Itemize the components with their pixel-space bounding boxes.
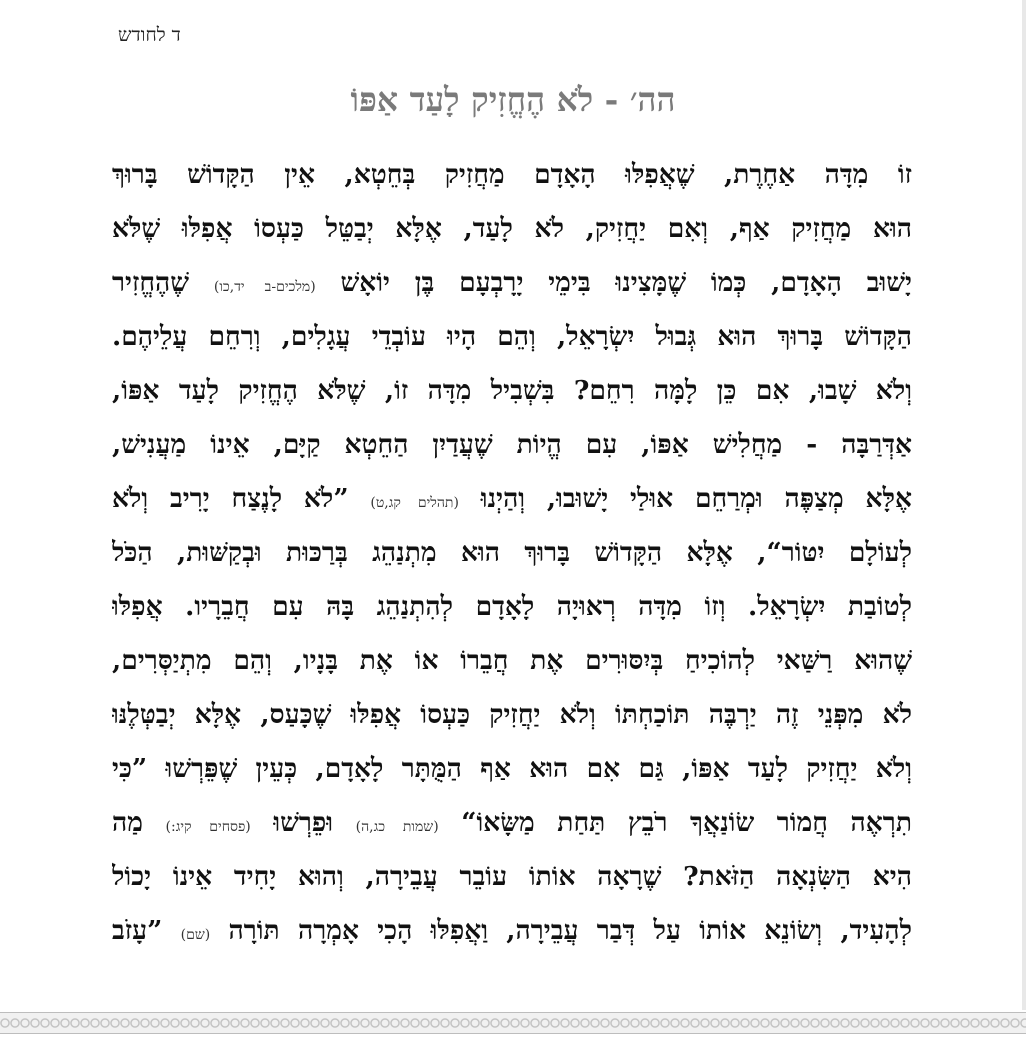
text-line [112, 634, 912, 688]
line-text: שֶׁהוּא רַשַּׁאי לְהוֹכִיחַ בְּיִסּוּרִים אֶת חֲבֵרוֹ אוֹ אֶת בָּנָיו, וְהֵם מִתְיַסְּרִים, [112, 645, 912, 676]
line-text: מַה [112, 807, 166, 838]
source-reference: (שמות כג,ה) [355, 819, 439, 835]
text-line [112, 580, 912, 634]
text-line [112, 688, 912, 742]
line-text: וְלֹא יַחֲזִיק לָעַד אַפּוֹ, גַּם אִם הוּא אַף הַמֻּתָּר לָאָדָם, כְּעֵין שֶׁפֵּרְשׁוּ ”כִּי [112, 753, 912, 784]
text-line [112, 850, 912, 904]
line-text: הִיא הַשִּׂנְאָה הַזֹּאת? שֶׁרָאָה אוֹתוֹ עוֹבֵר עֲבֵירָה, וְהוּא יָחִיד אֵינוֹ יָכוֹל [112, 861, 912, 892]
source-reference: (תהלים קג,ט) [370, 495, 459, 511]
page-edge [1022, 0, 1026, 1010]
text-line [112, 472, 912, 526]
line-text: לֹא מִפְּנֵי זֶה יַרְבֶּה תּוֹכַחְתּוֹ וְלֹא יַחֲזִיק כַּעְסוֹ אֲפִלּוּ שֶׁכָּעַס, אֶלָּא יְבַטְּלֶנּוּ [112, 699, 912, 730]
text-line [112, 310, 912, 364]
line-text: וּפֵרְשׁוּ [250, 807, 356, 838]
line-text: אֶלָּא מְצַפֶּה וּמְרַחֵם אוּלַי יָשׁוּבוּ, וְהַיְנוּ [458, 483, 912, 514]
footer-margin [0, 1034, 1026, 1050]
text-line [112, 418, 912, 472]
line-text: תִרְאֶה חֲמוֹר שׂוֹנַאֲךָ רֹבֵץ תַּחַת מַשָּׂאוֹ“ [438, 807, 912, 838]
text-line [112, 202, 912, 256]
running-head: ד לחודש [118, 24, 181, 46]
text-line [112, 742, 912, 796]
source-reference: (מלכים-ב יד,כו) [213, 279, 316, 295]
line-text: ”לֹא לָנֶצַח יָרִיב וְלֹא [112, 483, 371, 514]
line-text: לְהָעִיד, וְשׂוֹנֵא אוֹתוֹ עַל דְּבַר עֲבֵירָה, וַאֲפִלּוּ הָכִי אָמְרָה תּוֹרָה [210, 915, 912, 946]
body-text [112, 148, 912, 958]
line-text: הַקָּדוֹשׁ בָּרוּךְ הוּא גְּבוּל יִשְׂרָאֵל, וְהֵם הָיוּ עוֹבְדֵי עֲגָלִים, וְרִחֵם עֲלֵיהֶם. [112, 321, 912, 352]
text-line [112, 904, 912, 958]
text-line [112, 526, 912, 580]
section-title: הה׳ - לֹא הֶחֱזִיק לָעַד אַפּוֹ [350, 80, 676, 119]
line-text: הוּא מַחֲזִיק אַף, וְאִם יַחֲזִיק, לֹא לָעַד, אֶלָּא יְבַטֵּל כַּעְסוֹ אֲפִלּוּ שֶׁלֹּא [112, 213, 912, 244]
chain-ornament [0, 1016, 1026, 1030]
line-text: אַדְּרַבָּה - מַחֲלִישׁ אַפּוֹ, עִם הֱיוֹת שֶׁעֲדַיִן הַחֵטְא קַיָּם, אֵינוֹ מַעֲנִישׁ, [112, 429, 912, 460]
text-line [112, 148, 912, 202]
line-text: לְטוֹבַת יִשְׂרָאֵל. וְזוֹ מִדָּה רְאוּיָה לָאָדָם לְהִתְנַהֵג בָּהּ עִם חֲבֵרָיו. אֲפִלּוּ [112, 591, 912, 622]
footer-rule [0, 1012, 1026, 1034]
text-line [112, 256, 912, 310]
text-line [112, 796, 912, 850]
text-line [112, 364, 912, 418]
source-reference: (פסחים קיג:) [165, 819, 251, 835]
line-text: יָשׁוּב הָאָדָם, כְּמוֹ שֶׁמָּצִינוּ בִּימֵי יָרָבְעָם בֶּן יוֹאָשׁ [315, 267, 912, 298]
line-text: זוֹ מִדָּה אַחֶרֶת, שֶׁאֲפִלּוּ הָאָדָם מַחֲזִיק בְּחֵטְא, אֵין הַקָּדוֹשׁ בָּרוּךְ [112, 159, 912, 190]
line-text: לְעוֹלָם יִטּוֹר“, אֶלָּא הַקָּדוֹשׁ בָּרוּךְ הוּא מִתְנַהֵג בְּרַכּוּת וּבְקַשּׁוּת, הַכֹּל [112, 537, 912, 568]
line-text: שֶׁהֶחֱזִיר [112, 267, 214, 298]
line-text: ”עָזֹב [112, 915, 181, 946]
line-text: וְלֹא שָׁבוּ, אִם כֵּן לָמָּה רִחֵם? בִּשְׁבִיל מִדָּה זוֹ, שֶׁלֹּא הֶחֱזִיק לָעַד אַפּוֹ, [112, 375, 912, 406]
source-reference: (שם) [180, 927, 211, 943]
